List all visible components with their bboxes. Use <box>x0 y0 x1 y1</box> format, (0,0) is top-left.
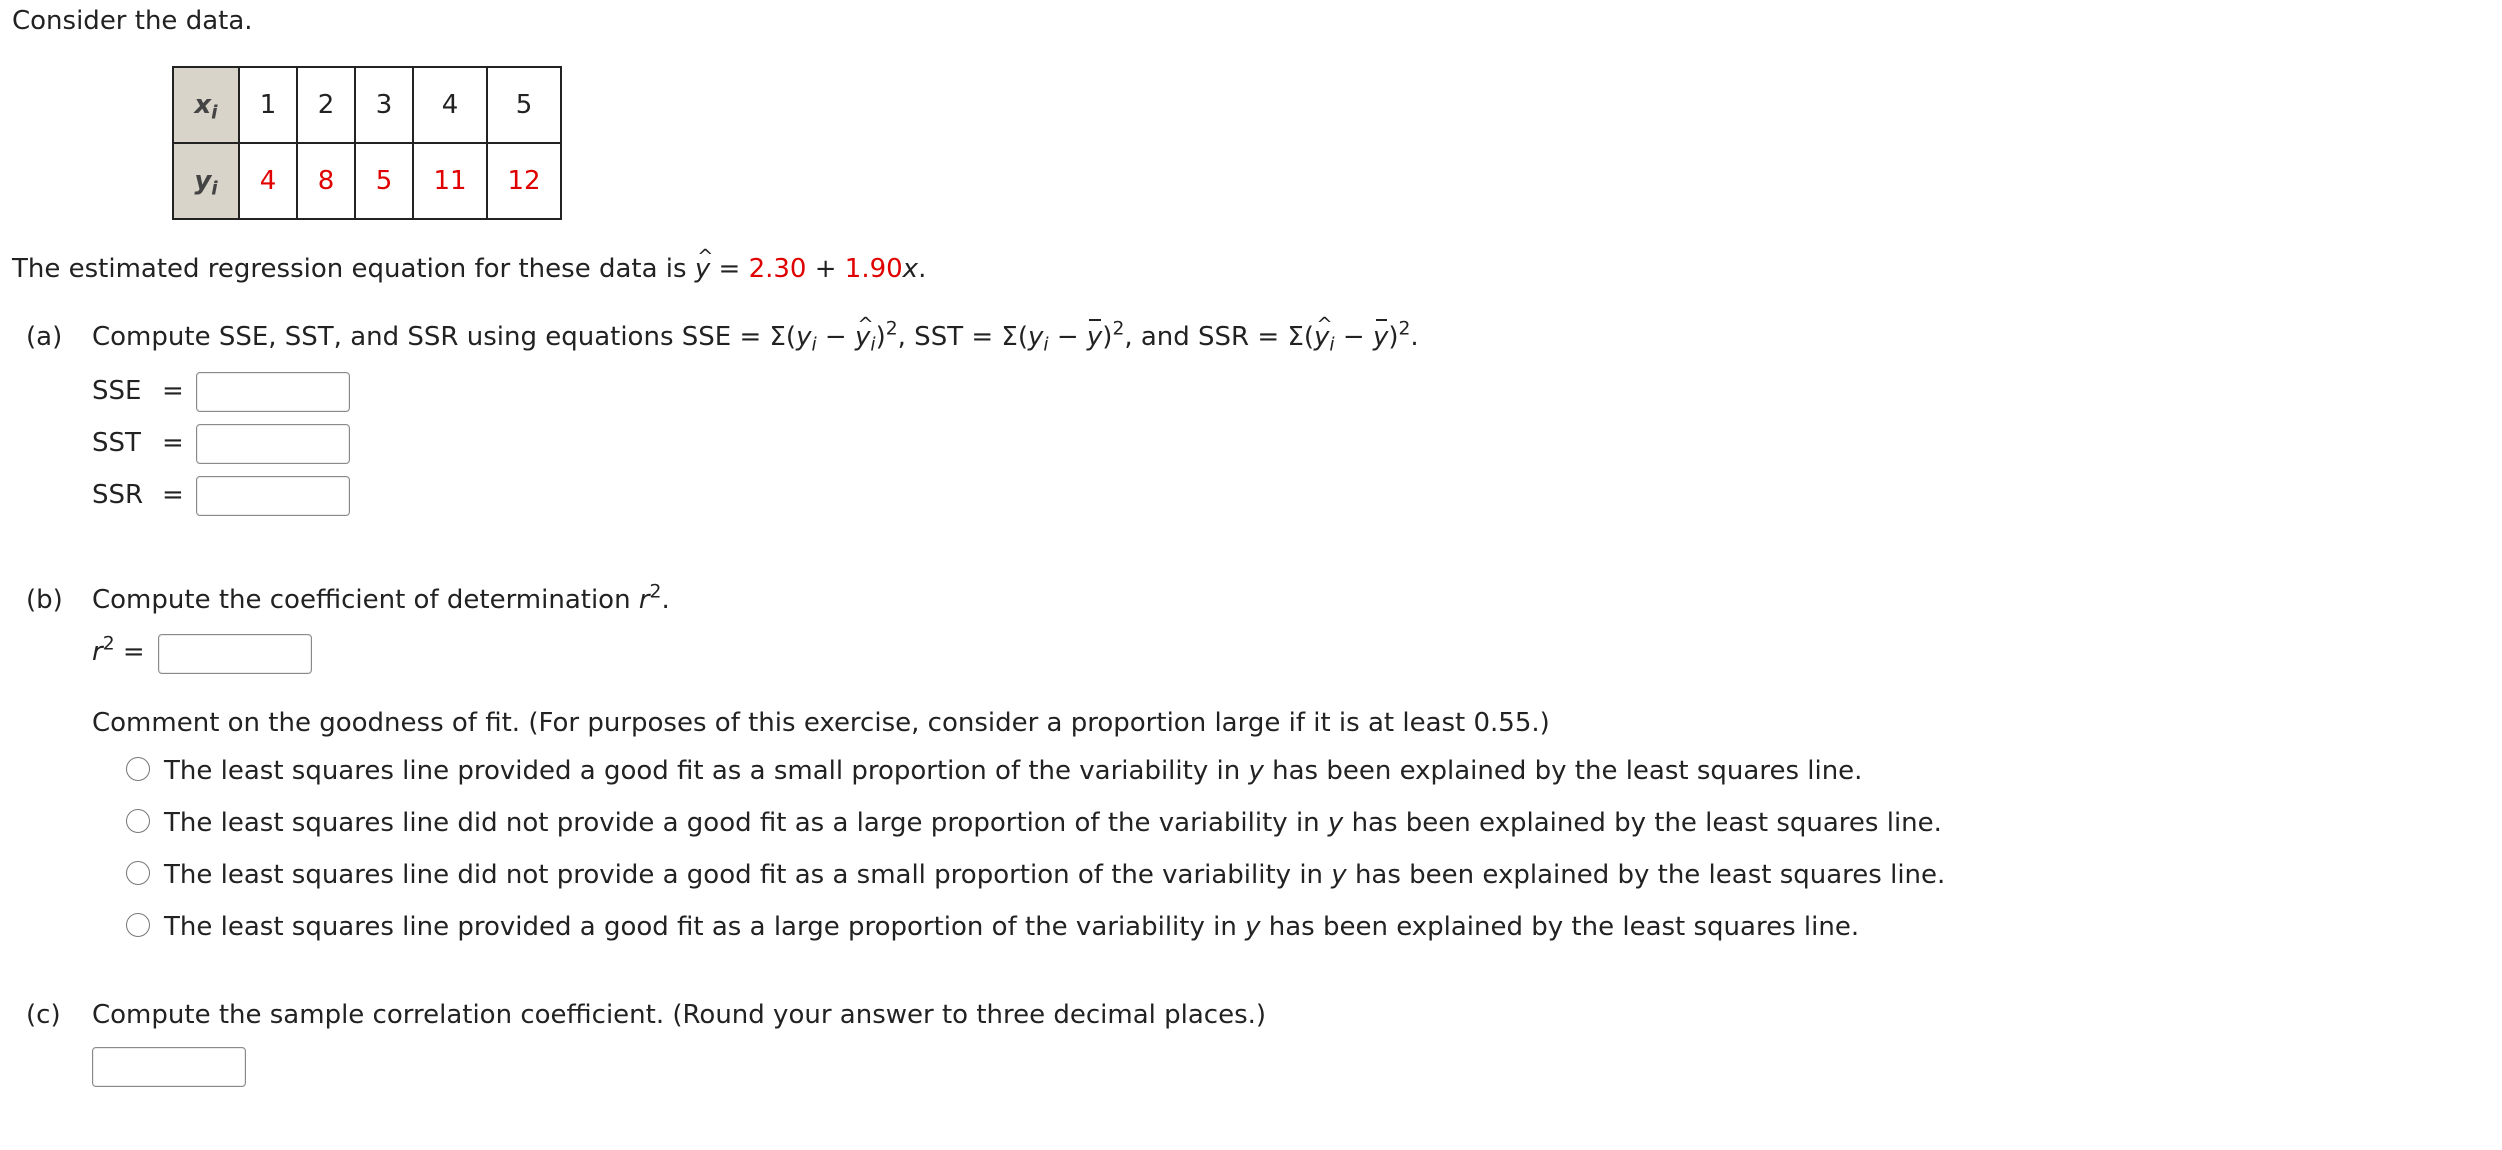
option-label-4: The least squares line provided a good fit as a large proportion of the variability in y has been explained by the least squares line. <box>164 912 1860 942</box>
ssr-label: SSR <box>92 480 144 510</box>
x-value: 2 <box>297 67 355 143</box>
sse-label: SSE <box>92 376 142 406</box>
option-radio-4[interactable] <box>126 913 150 937</box>
intercept-value: 2.30 <box>748 254 807 284</box>
option-radio-1[interactable] <box>126 757 150 781</box>
y-value: 12 <box>487 143 561 219</box>
ssr-input[interactable] <box>196 476 350 516</box>
goodness-of-fit-prompt: Comment on the goodness of fit. (For purposes of this exercise, consider a proportion large if it is at least 0.55.) <box>92 708 1550 738</box>
table-row-x <box>173 67 561 143</box>
sst-equals: = <box>162 428 184 458</box>
x-value: 5 <box>487 67 561 143</box>
r2-label: $r^2$ = <box>92 633 145 667</box>
y-value: 11 <box>413 143 487 219</box>
y-value: 8 <box>297 143 355 219</box>
y-value: 4 <box>239 143 297 219</box>
part-c-prompt: Compute the sample correlation coefficient. (Round your answer to three decimal places.) <box>92 1000 1267 1030</box>
x-value: 4 <box>413 67 487 143</box>
y-header: $y_i$ <box>173 143 239 219</box>
r2-input[interactable] <box>158 634 312 674</box>
option-radio-2[interactable] <box>126 809 150 833</box>
option-label-3: The least squares line did not provide a good fit as a small proportion of the variability in y has been explained by the least squares line. <box>164 860 1946 890</box>
slope-value: 1.90 <box>844 254 903 284</box>
x-value: 3 <box>355 67 413 143</box>
part-a-label: (a) <box>26 322 63 352</box>
part-c-label: (c) <box>26 1000 61 1030</box>
option-label-2: The least squares line did not provide a good fit as a large proportion of the variability in y has been explained by the least squares line. <box>164 808 1942 838</box>
option-label-1: The least squares line provided a good fit as a small proportion of the variability in y has been explained by the least squares line. <box>164 756 1863 786</box>
sse-input[interactable] <box>196 372 350 412</box>
option-radio-3[interactable] <box>126 861 150 885</box>
table-row-y <box>173 143 561 219</box>
sst-input[interactable] <box>196 424 350 464</box>
part-b-label: (b) <box>26 585 63 615</box>
x-header: $x_i$ <box>173 67 239 143</box>
part-a-prompt: Compute SSE, SST, and SSR using equations SSE = $\Sigma(y_i$ − ^ $y_i)^2$, SST = $\Sigma(y_i - y)^2$, and SSR = Σ(^ $y_i - y)^2$. <box>92 322 1419 352</box>
intro-text: Consider the data. <box>12 6 253 36</box>
sst-label: SST <box>92 428 141 458</box>
part-b-prompt: Compute the coefficient of determination $r^2$. <box>92 581 670 615</box>
sse-equals: = <box>162 376 184 406</box>
correlation-input[interactable] <box>92 1047 246 1087</box>
x-value: 1 <box>239 67 297 143</box>
ssr-equals: = <box>162 480 184 510</box>
data-table <box>172 66 562 220</box>
regression-equation: The estimated regression equation for these data is ^ y = 2.30 + 1.90x. <box>12 254 926 284</box>
y-value: 5 <box>355 143 413 219</box>
